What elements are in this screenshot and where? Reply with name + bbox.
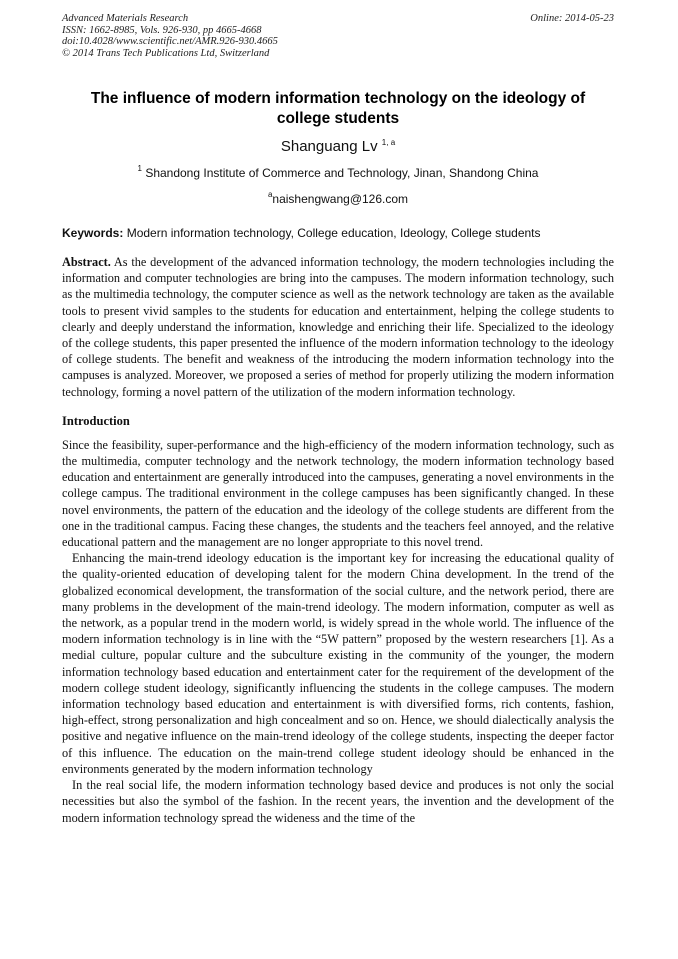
introduction-body (62, 437, 614, 826)
keywords-text: Modern information technology, College education, Ideology, College students (126, 226, 541, 240)
online-date: Online: 2014-05-23 (530, 13, 614, 24)
author-name: Shanguang Lv (280, 138, 378, 155)
intro-paragraph-3: In the real social life, the modern information technology based device and produces is not only the social necessities but also the symbol of the fashion. In the recent years, the invention and the development of the modern information technology spread the wideness and the time of the (62, 778, 614, 825)
journal-header (62, 13, 614, 59)
intro-paragraph-1: Since the feasibility, super-performance and the high-efficiency of the modern information technology, such as the multimedia, computer technology and the network technology, the modern information technology based education and entertainment are generally introduced into the campuses, generating a novel environments in the college campus. The traditional environment in the college campuses has been significantly changed. In these novel environments, the pattern of the education and the ideology of the college students are different from the one in the traditional campus. Facing these changes, the students and the teachers feel annoyed, and the relative educational pattern and the management are no longer appropriate to this novel trend. (62, 437, 614, 550)
keywords-line (62, 225, 614, 241)
intro-paragraph-2: Enhancing the main-trend ideology education is the important key for increasing the educational quality of the quality-oriented education of developing talent for the modern China development. In the trend of the globalized economical development, the transformation of the social culture, and the network period, there are many problems in the development of the main-trend ideology. The modern information, computer as well as the network, as a popular trend in the modern world, is widely spread in the whole world. The influence of the modern information technology is in line with the “5W pattern” proposed by the western researchers [1]. As a medial culture, popular culture and the subculture existing in the community of the younger, the modern information technology based education and entertainment cater for the requirement of the development of the modern college student ideology, significantly influencing the students in the college campuses. The modern information technology based education and entertainment is with diversified forms, rich contents, fashion, high-effect, strong personalization and high concealment and so on. Hence, we should dialectically analysis the positive and negative influence on the main-trend ideology of the college students, inspecting the deeper factor of this influence. The education on the main-trend college student ideology should be enhanced in the environments generated by the modern information technology (62, 551, 614, 776)
journal-name: Advanced Materials Research (62, 13, 189, 24)
affiliation-superscript: 1 (137, 164, 142, 173)
issn-line: ISSN: 1662-8985, Vols. 926-930, pp 4665-4668 (62, 24, 262, 36)
email-address[interactable]: naishengwang@126.com (272, 192, 409, 206)
paper-title: The influence of modern information technology on the ideology of college students (90, 90, 586, 127)
abstract-text: As the development of the advanced information technology, the modern technologies including the information and computer technologies are bring into the campuses. The modern information technology, such as the multimedia technology, the computer science as well as the network technology are taken as the available tools to present vivid samples to the students for education and entertainment, helping the college students to clearly and deeply understand the information, knowledge and enriching their life. Specialized to the ideology of the college students, this paper presented the influence of the modern information technology to the ideology of college students. The benefit and weakness of the introducing the modern information technology into the campuses is analyzed. Moreover, we proposed a series of method for properly utilizing the modern information technology, forming a novel pattern of the utilization of the modern information technology. (62, 255, 614, 399)
author-superscript: 1, a (381, 138, 396, 147)
email-superscript: a (267, 190, 273, 199)
abstract-block (62, 254, 614, 400)
abstract-label: Abstract. (62, 255, 111, 269)
email-line (62, 187, 614, 207)
affiliation-line (62, 161, 614, 181)
keywords-label: Keywords: (62, 226, 124, 240)
doi-line[interactable]: doi:10.4028/www.scientific.net/AMR.926-930.4665 (62, 36, 278, 47)
introduction-heading: Introduction (62, 413, 130, 428)
affiliation-text: Shandong Institute of Commerce and Technology, Jinan, Shandong China (145, 166, 539, 180)
author-line (62, 133, 614, 157)
paper-page (62, 13, 614, 826)
copyright-line: © 2014 Trans Tech Publications Ltd, Switzerland (62, 47, 270, 59)
